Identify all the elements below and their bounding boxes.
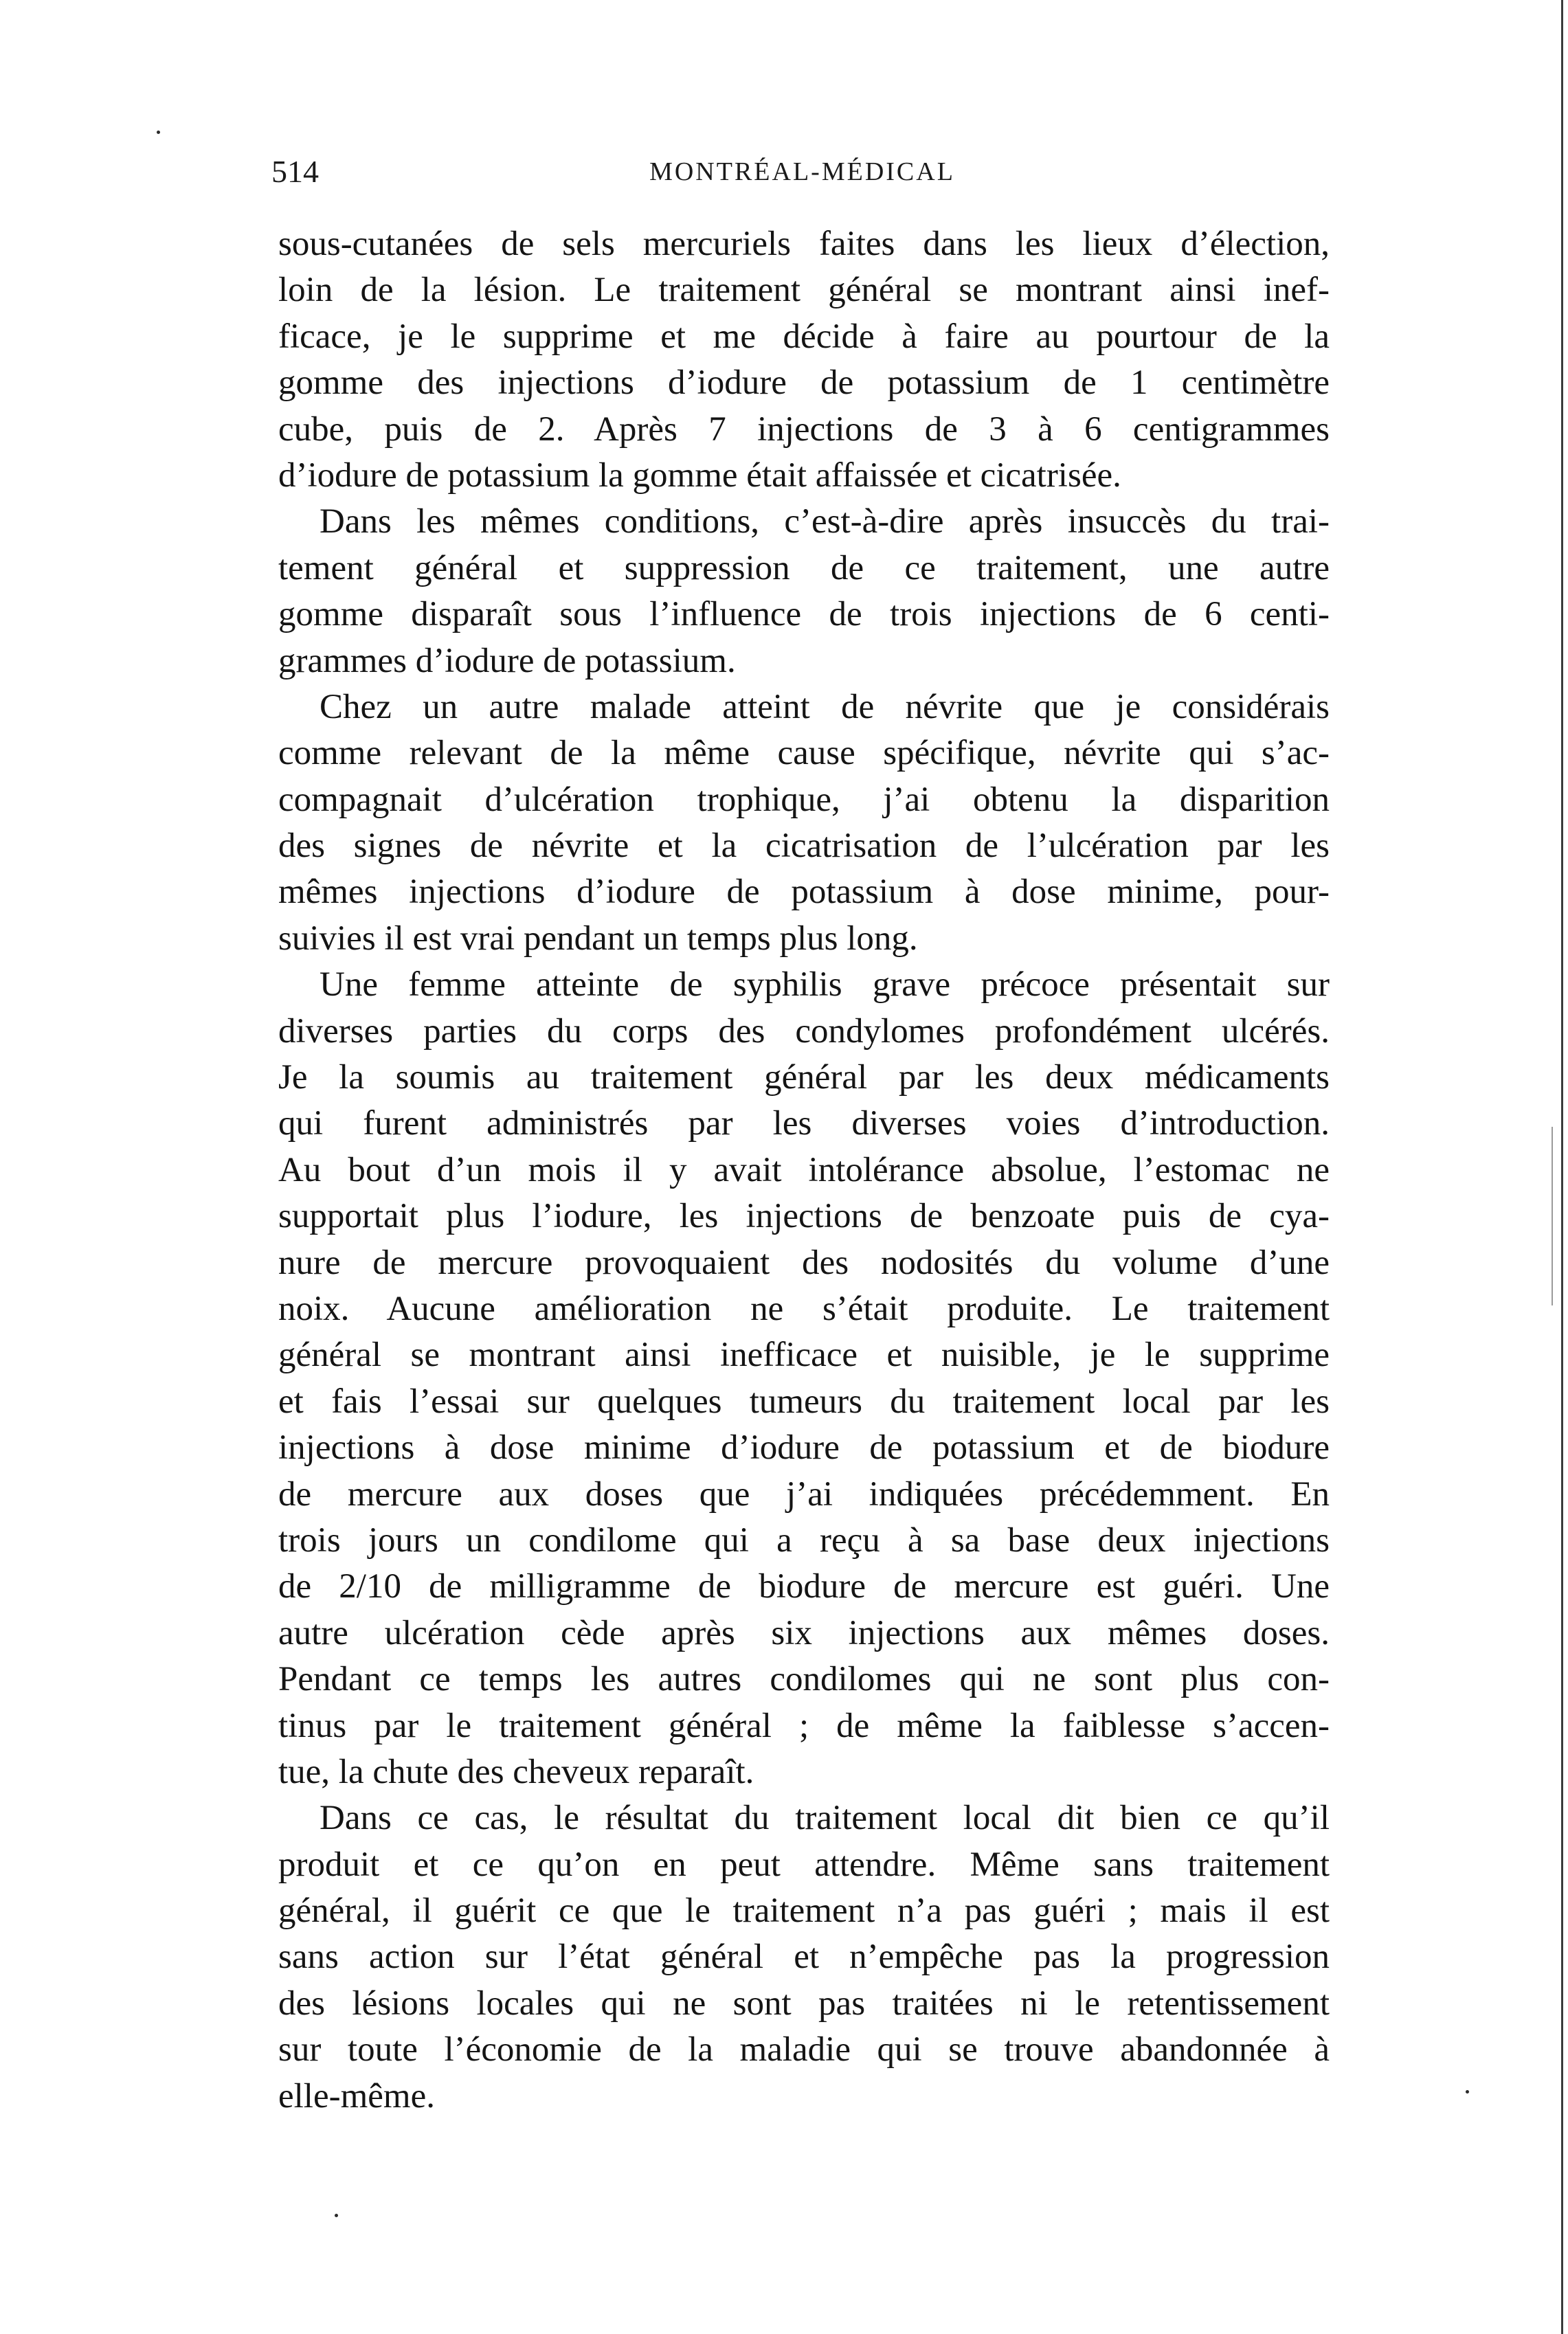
text-line: général, il guérit ce que le traitement n’a pas guéri ; mais il est [278,1892,1330,1931]
paragraph [278,221,1330,499]
text-line: nure de mercure provoquaient des nodosités du volume d’une [278,1243,1330,1282]
text-line: de 2/10 de milligramme de biodure de mercure est guéri. Une [278,1567,1330,1606]
text-line: de mercure aux doses que j’ai indiquées précédemment. En [278,1474,1330,1514]
text-line: d’iodure de potassium la gomme était affaissée et cicatrisée. [278,456,1121,495]
text-line: gomme disparaît sous l’influence de trois injections de 6 centi- [278,595,1330,634]
text-line: Chez un autre malade atteint de névrite que je considérais [320,687,1330,726]
text-line: tinus par le traitement général ; de même la faiblesse s’accen- [278,1706,1330,1745]
page-header [271,151,1333,192]
text-line: trois jours un condilome qui a reçu à sa base deux injections [278,1521,1330,1560]
scan-speck [157,131,160,134]
text-line: sans action sur l’état général et n’empêche pas la progression [278,1938,1330,1977]
text-line: suivies il est vrai pendant un temps plus long. [278,919,918,958]
text-line: elle-même. [278,2076,435,2116]
text-line: supportait plus l’iodure, les injections de benzoate puis de cya- [278,1197,1330,1236]
text-line: Dans les mêmes conditions, c’est-à-dire après insuccès du trai- [320,502,1330,541]
text-line: Je la soumis au traitement général par les deux médicaments [278,1058,1330,1097]
text-line: sous-cutanées de sels mercuriels faites dans les lieux d’élection, [278,225,1330,263]
text-line: compagnait d’ulcération trophique, j’ai obtenu la disparition [278,780,1330,819]
text-line: des signes de névrite et la cicatrisation de l’ulcération par les [278,827,1330,866]
page-edge-line [1561,0,1563,2334]
text-line: sur toute l’économie de la maladie qui se trouve abandonnée à [278,2030,1330,2069]
text-line: Une femme atteinte de syphilis grave précoce présentait sur [320,965,1330,1005]
paragraph [278,684,1330,962]
running-head: MONTRÉAL-MÉDICAL [649,157,955,186]
scan-speck [335,2214,338,2217]
text-line: tement général et suppression de ce traitement, une autre [278,548,1330,587]
margin-mark [1552,1127,1553,1305]
text-line: loin de la lésion. Le traitement général se montrant ainsi inef- [278,271,1330,310]
text-line: Dans ce cas, le résultat du traitement local dit bien ce qu’il [320,1799,1330,1838]
scan-speck [1466,2090,1469,2094]
page-number: 514 [271,154,319,189]
text-line: qui furent administrés par les diverses voies d’introduction. [278,1104,1330,1143]
text-line: diverses parties du corps des condylomes profondément ulcérés. [278,1011,1330,1051]
text-line: et fais l’essai sur quelques tumeurs du traitement local par les [278,1382,1330,1421]
text-line: Pendant ce temps les autres condilomes qui ne sont plus con- [278,1660,1330,1699]
text-line: tue, la chute des cheveux reparaît. [278,1752,754,1791]
text-line: mêmes injections d’iodure de potassium à dose minime, pour- [278,873,1330,912]
paragraph [278,962,1330,1795]
text-line: grammes d’iodure de potassium. [278,641,736,680]
text-line: autre ulcération cède après six injections aux mêmes doses. [278,1613,1330,1652]
text-line: cube, puis de 2. Après 7 injections de 3 à 6 centigrammes [278,409,1330,449]
text-line: ficace, je le supprime et me décide à faire au pourtour de la [278,317,1330,356]
text-line: Au bout d’un mois il y avait intolérance absolue, l’estomac ne [278,1150,1330,1189]
text-line: injections à dose minime d’iodure de potassium et de biodure [278,1428,1330,1468]
body-text [278,221,1330,2120]
text-line: des lésions locales qui ne sont pas traitées ni le retentissement [278,1984,1330,2023]
text-line: général se montrant ainsi inefficace et nuisible, je le supprime [278,1336,1330,1375]
paragraph [278,499,1330,684]
text-line: produit et ce qu’on en peut attendre. Même sans traitement [278,1845,1330,1884]
paragraph [278,1795,1330,2120]
text-line: noix. Aucune amélioration ne s’était produite. Le traitement [278,1289,1330,1328]
text-line: comme relevant de la même cause spécifique, névrite qui s’ac- [278,734,1330,773]
text-line: gomme des injections d’iodure de potassium de 1 centimètre [278,363,1330,403]
